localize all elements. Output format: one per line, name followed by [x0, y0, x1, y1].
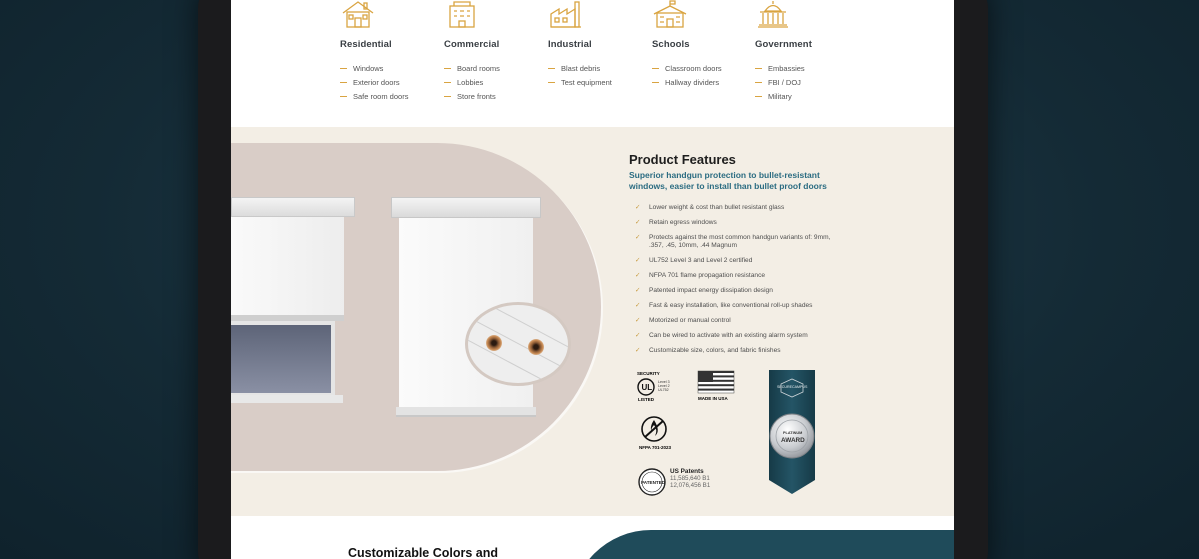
- svg-text:Level 3: Level 3: [658, 380, 670, 384]
- feature-item: ✓ Customizable size, colors, and fabric finishes: [635, 347, 781, 354]
- features-subheading: Superior handgun protection to bullet-resistant windows, easier to install than bullet proof doors: [629, 170, 827, 191]
- category-title: Industrial: [548, 39, 592, 50]
- list-item: Blast debris: [548, 61, 648, 75]
- list-item: Classroom doors: [652, 61, 752, 75]
- check-icon: ✓: [635, 219, 641, 226]
- roller-shade-image-left: [231, 197, 355, 417]
- customization-section: [231, 516, 954, 559]
- house-icon: [340, 0, 376, 28]
- feature-item: ✓ Fast & easy installation, like conventional roll-up shades: [635, 302, 813, 309]
- svg-text:UL752: UL752: [658, 388, 669, 392]
- factory-icon: [548, 0, 584, 28]
- category-title: Residential: [340, 39, 392, 50]
- list-item: Store fronts: [444, 89, 544, 103]
- window-glass: [231, 321, 335, 397]
- customization-heading: Customizable Colors and: [348, 546, 499, 559]
- category-list: [755, 61, 855, 103]
- svg-text:UL: UL: [641, 383, 653, 392]
- features-heading: Product Features: [629, 152, 736, 167]
- feature-item: ✓ Lower weight & cost than bullet resistant glass: [635, 204, 785, 211]
- bullet-impact: [528, 339, 544, 355]
- feature-item: ✓ Patented impact energy dissipation design: [635, 287, 773, 294]
- feature-item: ✓ UL752 Level 3 and Level 2 certified: [635, 257, 753, 264]
- feature-item: ✓ Protects against the most common handgun variants of: 9mm, .357, .45, 10mm, .44 Magnum: [635, 234, 831, 249]
- list-item: Embassies: [755, 61, 855, 75]
- category-list: [444, 61, 544, 103]
- platinum-award-ribbon-icon: [763, 370, 821, 494]
- category-industrial[interactable]: [548, 0, 648, 89]
- check-icon: ✓: [635, 272, 641, 279]
- check-icon: ✓: [635, 347, 641, 354]
- svg-text:SECURITY: SECURITY: [637, 371, 660, 376]
- category-title: Schools: [652, 39, 690, 50]
- category-list: [340, 61, 440, 103]
- svg-text:LISTED: LISTED: [638, 397, 655, 402]
- svg-text:NFPA 701-2023: NFPA 701-2023: [639, 445, 671, 450]
- list-item: Board rooms: [444, 61, 544, 75]
- category-title: Commercial: [444, 39, 500, 50]
- feature-item: ✓ NFPA 701 flame propagation resistance: [635, 272, 766, 279]
- school-icon: [652, 0, 688, 28]
- ul-security-certification-icon: [636, 370, 686, 402]
- list-item: Safe room doors: [340, 89, 440, 103]
- features-list: [635, 204, 835, 362]
- office-building-icon: [444, 0, 480, 28]
- category-government[interactable]: [755, 0, 855, 103]
- check-icon: ✓: [635, 317, 641, 324]
- check-icon: ✓: [635, 234, 641, 241]
- category-schools[interactable]: [652, 0, 752, 89]
- svg-text:AWARD: AWARD: [781, 437, 805, 444]
- feature-item: ✓ Retain egress windows: [635, 219, 717, 226]
- category-list: [652, 61, 752, 89]
- bullet-impact: [486, 335, 502, 351]
- nfpa-flame-resistance-icon: [637, 415, 671, 451]
- tablet-screen: [231, 0, 954, 559]
- capitol-icon: [755, 0, 791, 28]
- list-item: Hallway dividers: [652, 75, 752, 89]
- feature-item: ✓ Motorized or manual control: [635, 317, 731, 324]
- patented-seal-icon: [637, 467, 667, 497]
- svg-text:PATENTED: PATENTED: [641, 480, 666, 485]
- check-icon: ✓: [635, 257, 641, 264]
- fabric-closeup-image: [465, 302, 571, 386]
- us-patents-badge: PATENTED US Patents 11,585,640 B1 12,076,456 B1: [637, 465, 727, 497]
- list-item: Military: [755, 89, 855, 103]
- category-residential[interactable]: [340, 0, 440, 103]
- svg-text:SECURECAMPUS: SECURECAMPUS: [777, 385, 808, 389]
- list-item: Windows: [340, 61, 440, 75]
- list-item: Test equipment: [548, 75, 648, 89]
- feature-item: ✓ Can be wired to activate with an existing alarm system: [635, 332, 808, 339]
- product-features-section: [231, 127, 954, 516]
- category-commercial[interactable]: [444, 0, 544, 103]
- list-item: Exterior doors: [340, 75, 440, 89]
- svg-text:Level 2: Level 2: [658, 384, 670, 388]
- check-icon: ✓: [635, 302, 641, 309]
- check-icon: ✓: [635, 332, 641, 339]
- check-icon: ✓: [635, 287, 641, 294]
- use-case-categories: [231, 0, 954, 127]
- decorative-teal-shape: [571, 530, 954, 559]
- us-flag-icon: [697, 370, 735, 402]
- list-item: Lobbies: [444, 75, 544, 89]
- svg-text:MADE IN USA: MADE IN USA: [698, 396, 728, 401]
- check-icon: ✓: [635, 204, 641, 211]
- category-list: [548, 61, 648, 89]
- svg-text:PLATINUM: PLATINUM: [783, 431, 803, 435]
- list-item: FBI / DOJ: [755, 75, 855, 89]
- category-title: Government: [755, 39, 812, 50]
